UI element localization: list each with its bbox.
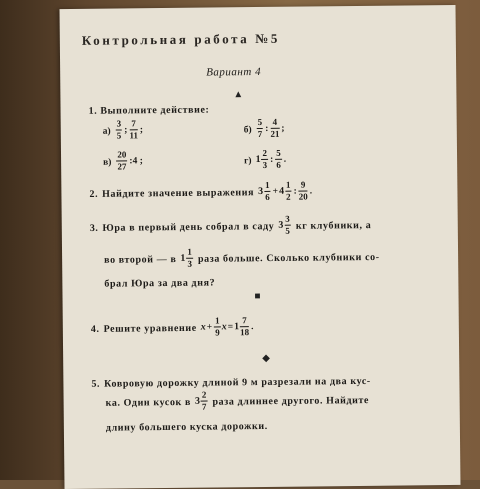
task1-text: Выполните действие:	[100, 104, 210, 117]
task2-text: Найдите значение выражения	[102, 187, 255, 200]
task5-number: 5.	[91, 378, 101, 390]
diamond-icon: ◆	[262, 352, 270, 364]
fraction: $\frac{2}{3}$	[262, 147, 268, 170]
task4-text: Решите уравнение	[103, 322, 197, 335]
task2-number: 2.	[89, 188, 99, 200]
task3-line2: во второй — в 1 $\frac{1}{3}$ раза больше. Сколько клубники со-	[104, 246, 380, 269]
fraction: $\frac{9}{20}$	[298, 179, 308, 202]
item-label: а)	[102, 126, 111, 137]
fraction: $\frac{5}{7}$	[257, 116, 263, 140]
fraction: $\frac{1}{6}$	[265, 179, 270, 202]
fraction: $\frac{4}{21}$	[270, 116, 280, 139]
fraction: $\frac{5}{6}$	[276, 147, 281, 170]
task4: 4. Решите уравнение x+ $\frac{1}{9}$ x=1 $\frac{7}{18}$ .	[90, 315, 254, 338]
fraction: $\frac{7}{11}$	[129, 118, 138, 141]
square-icon: ■	[254, 290, 261, 303]
item-label: б)	[243, 125, 252, 136]
fraction: $\frac{1}{2}$	[285, 179, 291, 202]
fraction: $\frac{2}{7}$	[201, 389, 207, 412]
item-label: в)	[103, 157, 112, 168]
test-sheet	[59, 5, 460, 489]
task1-item-b: б) $\frac{5}{7}$ : $\frac{4}{21}$ ;	[243, 116, 285, 140]
task5-line2: ка. Один кусок в 3 $\frac{2}{7}$ раза длиннее другого. Найдите	[105, 389, 370, 412]
fraction: $\frac{3}{5}$	[285, 213, 290, 236]
task5-line3: длину большего куска дорожки.	[105, 420, 268, 434]
triangle-icon: ▲	[233, 89, 244, 101]
task2: 2. Найдите значение выражения 3 $\frac{1}{6}$ +4 $\frac{1}{2}$ : $\frac{9}{20}$ .	[89, 179, 313, 202]
variant-label: Вариант 4	[206, 65, 262, 79]
fraction: $\frac{3}{5}$	[116, 118, 122, 141]
task4-number: 4.	[90, 323, 100, 335]
task1-item-a: а) $\frac{3}{5}$ ; $\frac{7}{11}$ ;	[102, 118, 144, 141]
fraction: $\frac{7}{18}$	[240, 315, 250, 338]
item-label: г)	[244, 156, 252, 167]
task3-line3: брал Юра за два дня?	[104, 277, 216, 290]
fraction: $\frac{1}{3}$	[187, 246, 193, 269]
fraction: $\frac{20}{27}$	[117, 149, 127, 172]
fraction: $\frac{1}{9}$	[215, 315, 220, 338]
task1-item-g: г) 1 $\frac{2}{3}$ : $\frac{5}{6}$ .	[244, 147, 287, 170]
task1-heading	[89, 105, 210, 117]
task3-line1: 3. Юра в первый день собрал в саду 3 $\frac{3}{5}$ кг клубники, а	[89, 213, 372, 236]
task5-line1: 5. Ковровую дорожку длиной 9 м разрезали на два кус-	[91, 375, 371, 390]
task1-number: 1.	[88, 105, 98, 117]
task3-number: 3.	[89, 222, 99, 234]
page-title: Контрольная работа №5	[81, 30, 281, 48]
task1-item-v: в) $\frac{20}{27}$ :4 ;	[103, 149, 143, 172]
